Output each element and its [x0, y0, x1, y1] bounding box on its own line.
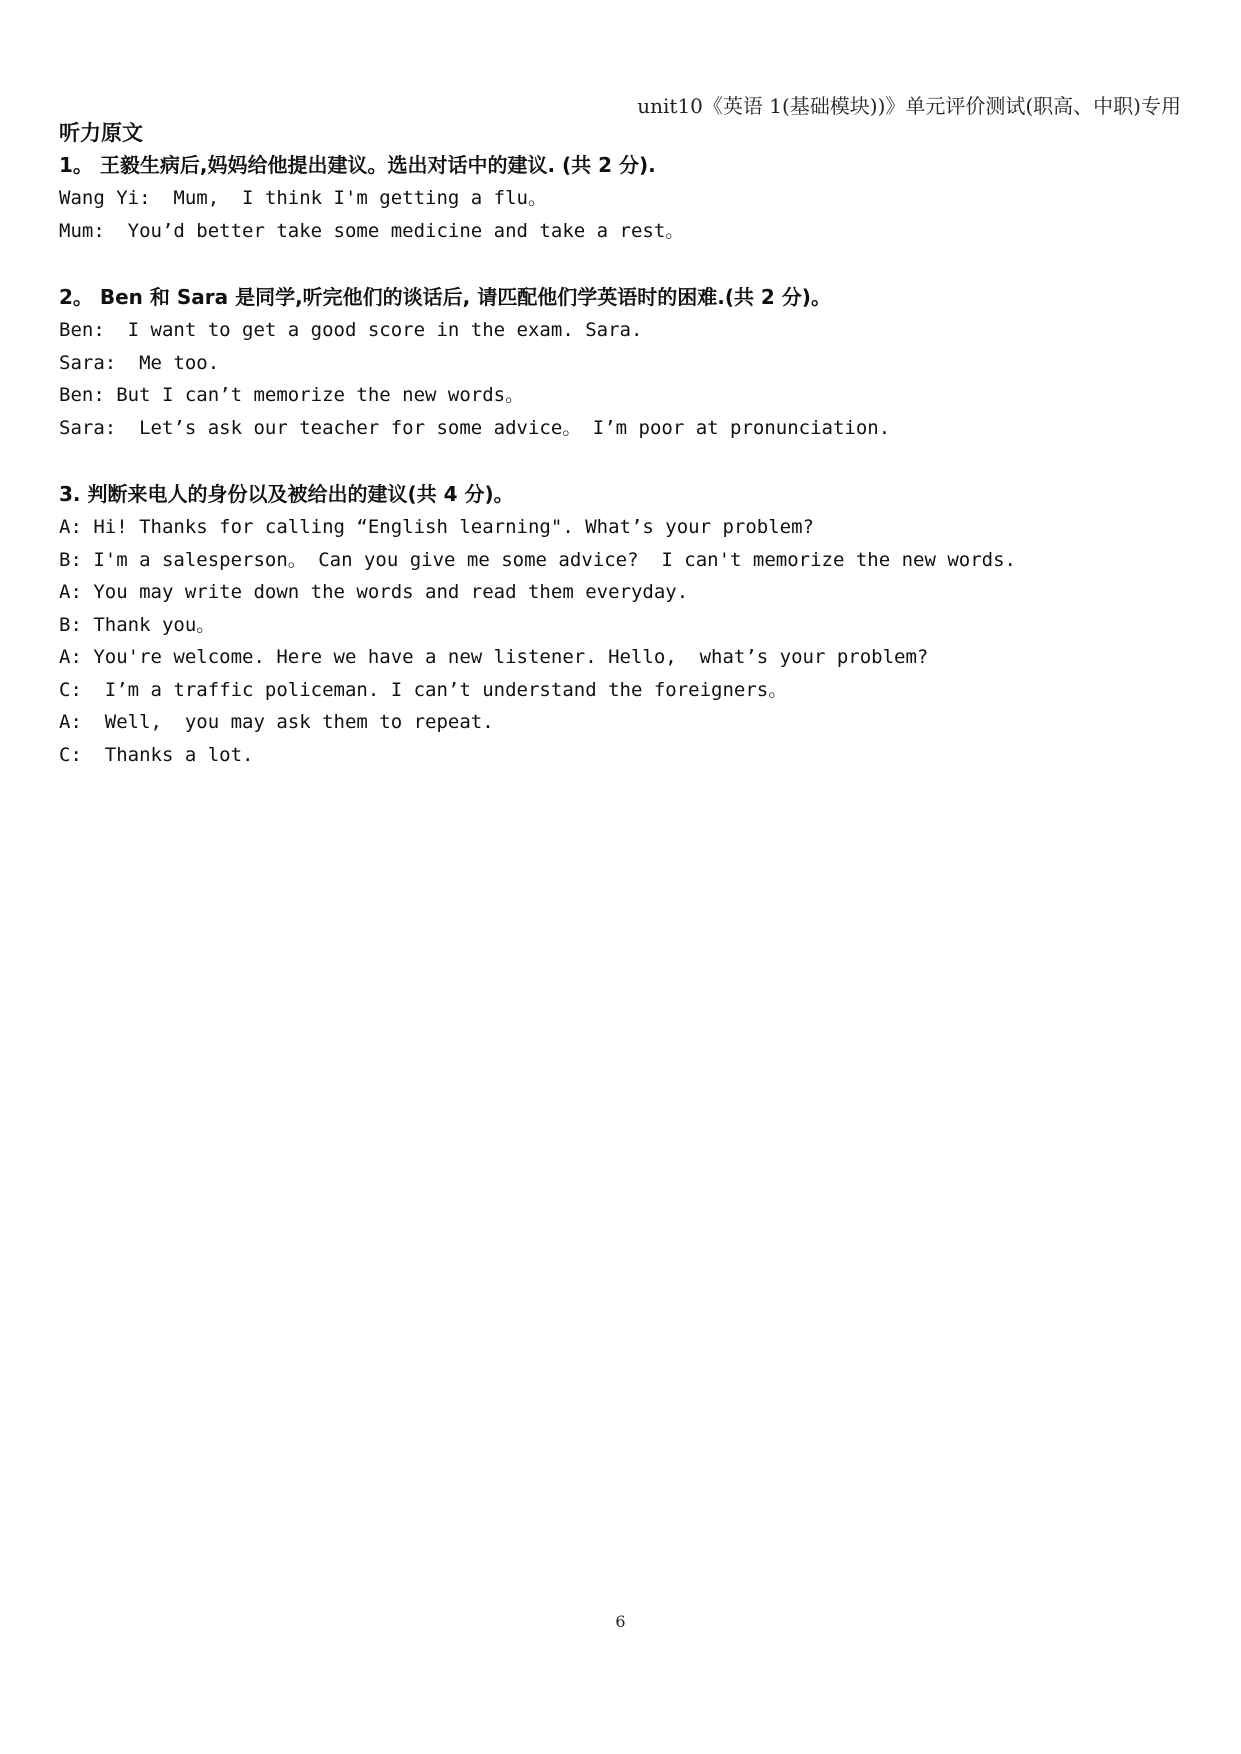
dialogue-line: Mum: You’d better take some medicine and take a rest。: [59, 219, 685, 242]
document-title: 听力原文: [59, 121, 143, 145]
section-3: [59, 477, 1189, 771]
section-heading: 2。 Ben 和 Sara 是同学,听完他们的谈话后, 请匹配他们学英语时的困难.(共 2 分)。: [59, 285, 831, 309]
dialogue-line: C: Thanks a lot.: [59, 743, 254, 766]
section-2: [59, 280, 1189, 444]
dialogue-line: A: Hi! Thanks for calling “English learning". What’s your problem?: [59, 516, 814, 538]
section-heading: 3. 判断来电人的身份以及被给出的建议(共 4 分)。: [59, 482, 514, 506]
dialogue-line: A: Well, you may ask them to repeat.: [59, 711, 494, 733]
section-1: [59, 148, 1189, 247]
dialogue-line: Sara: Let’s ask our teacher for some advice。 I’m poor at pronunciation.: [59, 416, 891, 439]
dialogue-line: Ben: But I can’t memorize the new words。: [59, 384, 525, 406]
dialogue-line: C: I’m a traffic policeman. I can’t understand the foreigners。: [59, 678, 788, 701]
dialogue-line: B: I'm a salesperson。 Can you give me some advice? I can't memorize the new words.: [59, 548, 1016, 571]
dialogue-line: B: Thank you。: [59, 613, 216, 636]
running-header: unit10《英语 1(基础模块))》单元评价测试(职高、中职)专用: [637, 94, 1181, 118]
dialogue-line: Sara: Me too.: [59, 351, 220, 374]
dialogue-line: A: You may write down the words and read them everyday.: [59, 581, 689, 603]
document-body: [59, 118, 1189, 804]
page-number: 6: [615, 1612, 626, 1631]
section-heading: 1。 王毅生病后,妈妈给他提出建议。选出对话中的建议. (共 2 分).: [59, 153, 656, 177]
dialogue-line: A: You're welcome. Here we have a new listener. Hello, what’s your problem?: [59, 646, 929, 668]
dialogue-line: Wang Yi: Mum, I think I'm getting a flu。: [59, 187, 547, 209]
dialogue-line: Ben: I want to get a good score in the exam. Sara.: [59, 319, 643, 341]
